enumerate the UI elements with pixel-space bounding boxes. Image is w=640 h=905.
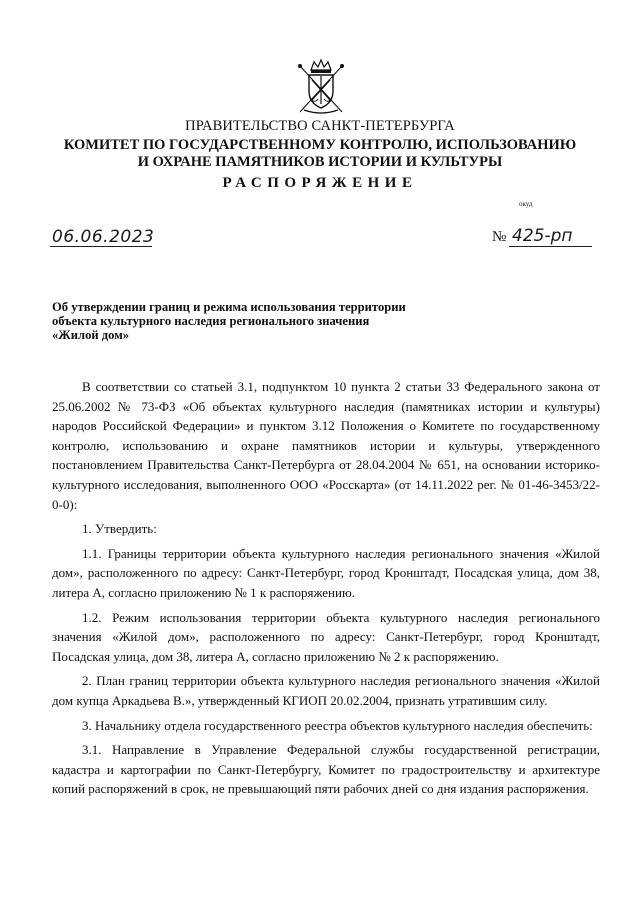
- number-sign: №: [492, 229, 507, 245]
- document-body: [52, 377, 600, 799]
- item-1-1: 1.1. Границы территории объекта культурного наследия регионального значения «Жилой дом», расположенного по адресу: Санкт-Петербург, город Кронштадт, Посадская улица, дом 38, литера А, согласно приложению № 1 к распоряжению.: [52, 545, 600, 600]
- subject-line-3: «Жилой дом»: [52, 328, 130, 343]
- committee-name-line-2: И ОХРАНЕ ПАМЯТНИКОВ ИСТОРИИ И КУЛЬТУРЫ: [137, 154, 503, 170]
- number-underline: [509, 246, 592, 247]
- preamble-paragraph: В соответствии со статьей 3.1, подпунктом 10 пункта 2 статьи 33 Федерального закона от 25.06.2002 № 73-ФЗ «Об объектах культурного наследия (памятниках истории и культуры) народов Российской Федерации» и пунктом 3.12 Положения о Комитете по государственному контролю, использованию и охране памятников истории и культуры, утвержденного постановлением Правительства Санкт-Петербурга от 28.04.2004 № 651, на основании историко-культурного исследования, выполненного ООО «Росскарта» (от 14.11.2022 рег. № 01-46-3453/22-0-0):: [52, 379, 600, 512]
- subject-line-2: объекта культурного наследия регионального значения: [52, 314, 370, 329]
- item-3-1: 3.1. Направление в Управление Федеральной службы государственной регистрации, кадастра и картографии по Санкт-Петербургу, Комитет по градостроительству и архитектуре копий распоряжений в срок, не превышающий пяти рабочих дней со дня издания распоряжения.: [52, 742, 600, 797]
- government-name: ПРАВИТЕЛЬСТВО САНКТ-ПЕТЕРБУРГА: [185, 118, 455, 134]
- document-number: 425-рп: [512, 226, 573, 246]
- subject-line-1: Об утверждении границ и режима использования территории: [52, 300, 406, 314]
- item-1: 1. Утвердить:: [82, 521, 157, 537]
- coat-of-arms-icon: [296, 58, 346, 116]
- okud-label: окуд: [519, 200, 533, 208]
- item-2: 2. План границ территории объекта культурного наследия регионального значения «Жилой дом купца Аркадьева В.», утвержденный КГИОП 20.02.2004, признать утратившим силу.: [52, 673, 600, 708]
- item-1-2: 1.2. Режим использования территории объекта культурного наследия регионального значения «Жилой дом», расположенного по адресу: Санкт-Петербург, город Кронштадт, Посадская улица, дом 38, литера А, согласно приложению № 2 к распоряжению.: [52, 609, 600, 664]
- document-type: РАСПОРЯЖЕНИЕ: [222, 175, 418, 191]
- document-subject: [52, 300, 452, 343]
- item-3: 3. Начальнику отдела государственного реестра объектов культурного наследия обеспечить:: [82, 717, 593, 733]
- document-date: 06.06.2023: [52, 227, 155, 247]
- committee-name-line-1: КОМИТЕТ ПО ГОСУДАРСТВЕННОМУ КОНТРОЛЮ, ИСПОЛЬЗОВАНИЮ: [63, 137, 577, 153]
- committee-name: [0, 137, 640, 171]
- date-underline: [50, 246, 152, 247]
